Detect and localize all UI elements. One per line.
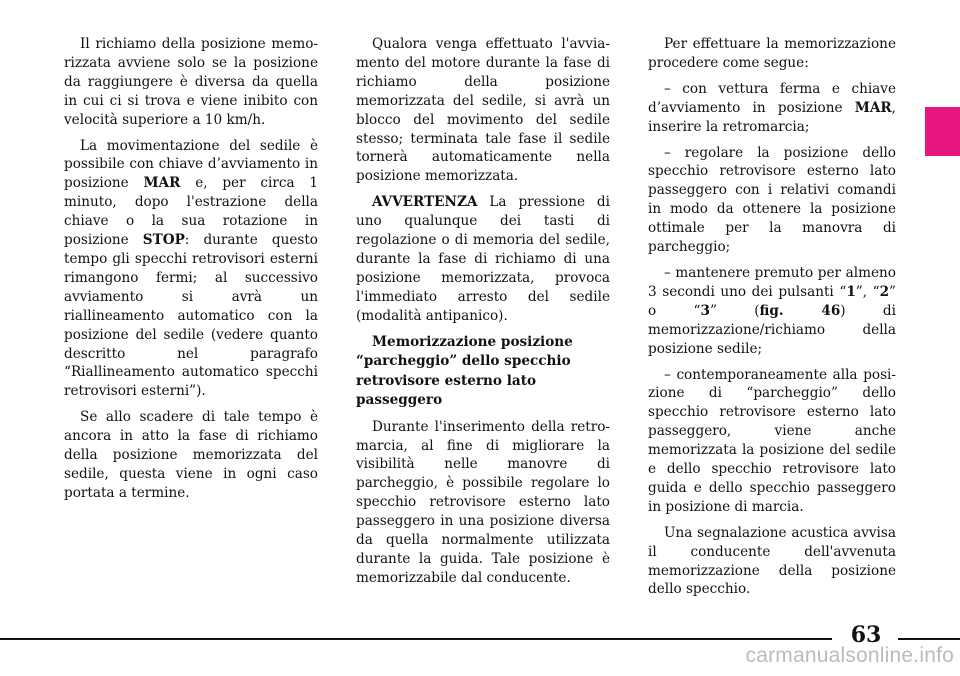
paragraph-recall-timeout: Se allo scadere di tale tempo è ancora in atto la fase di richiamo della posizione memorizzata del sedile, questa viene in ogni caso portata a termine. bbox=[64, 409, 318, 501]
step-adjust-mirror: – regolare la posizione dello specchio retrovisore esterno lato passeggero con i relativi comandi in modo da ottenere la posizione ottimale per la manovra di parcheggio; bbox=[648, 144, 896, 256]
text-column-2 bbox=[356, 35, 610, 595]
footer-rule-right bbox=[898, 638, 960, 640]
paragraph-seat-movement: La movimentazione del sedile è possibile con chiave d’avviamento in posizione MAR e, per circa 1 minuto, dopo l'estrazione della chiave o la sua rotazione in posizione STOP: durante questo tempo gli specchi retrovisori esterni rimangono fermi; al successivo avviamento si avrà un riallineamento automatico con la posizione del sedile (vedere quanto descritto nel paragrafo “Riallineamento automatico specchi retrovisori esterni”). bbox=[64, 137, 318, 400]
button-label-1: 1 bbox=[846, 283, 856, 300]
paragraph-procedure-intro: Per effettuare la memorizzazione procedere come segue: bbox=[648, 36, 896, 71]
footer-rule-left bbox=[0, 638, 832, 640]
paragraph-recall-conditions: Il richiamo della posizione memorizzata avviene solo se la posizione da raggiungere è diversa da quella in cui ci si trova e viene inibito con velocità superiore a 10 km/h. bbox=[64, 36, 318, 128]
button-label-3: 3 bbox=[700, 302, 710, 319]
paragraph-acoustic-signal: Una segnalazione acustica avvisa il conducente dell'avvenuta memorizzazione della posizione dello specchio. bbox=[648, 524, 896, 598]
page-number: 63 bbox=[850, 622, 882, 648]
paragraph-engine-start: Qualora venga effettuato l'avviamento del motore durante la fase di richiamo della posizione memorizzata del sedile, si avrà un blocco del movimento del sedile stesso; terminata tale fase il sedile tornerà automaticamente nella posizione memorizzata. bbox=[356, 36, 610, 185]
figure-reference: fig. 46 bbox=[759, 302, 841, 319]
button-label-2: 2 bbox=[879, 283, 890, 300]
key-position-mar: MAR bbox=[143, 175, 181, 192]
key-position-stop: STOP bbox=[142, 232, 185, 249]
text-column-3 bbox=[648, 35, 896, 606]
warning-label: AVVERTENZA bbox=[372, 194, 478, 211]
section-heading: Memorizzazione posizione “parcheggio” dello specchio retrovisore esterno lato passeggero bbox=[356, 333, 573, 409]
step-reverse-gear: – con vettura ferma e chiave d’avviamento in posizione MAR, inserire la retromarcia; bbox=[648, 80, 896, 135]
key-position-mar: MAR bbox=[854, 99, 892, 116]
step-simultaneous-memory: – contemporaneamente alla posizione di “parcheggio” dello specchio retrovisore esterno lato passeggero, viene anche memorizzata la posizione del sedile e dello specchio retrovisore lato guida e dello specchio passeggero in posizione di marcia. bbox=[648, 366, 896, 515]
paragraph-parking-position: Durante l'inserimento della retromarcia, al fine di migliorare la visibilità nelle manovre di parcheggio, è possibile regolare lo specchio retrovisore esterno lato passeggero in una posizione diversa da quella normalmente utilizzata durante la guida. Tale posizione è memorizzabile dal conducente. bbox=[356, 418, 610, 586]
text-column-1 bbox=[64, 35, 318, 510]
step-hold-button: – mantenere premuto per almeno 3 secondi uno dei pulsanti “1”, “2” o “3” (fig. 46) di memorizzazione/richiamo della posizione sedile; bbox=[648, 264, 896, 357]
watermark: carmanualsonline.info bbox=[745, 644, 954, 667]
paragraph-warning: AVVERTENZA La pressione di uno qualunque dei tasti di regolazione o di memoria del sedile, durante la fase di richiamo di una posizione memorizzata, provoca l'immediato arresto del sedile (modalità antipanico). bbox=[356, 194, 610, 324]
section-tab-marker bbox=[925, 107, 960, 156]
